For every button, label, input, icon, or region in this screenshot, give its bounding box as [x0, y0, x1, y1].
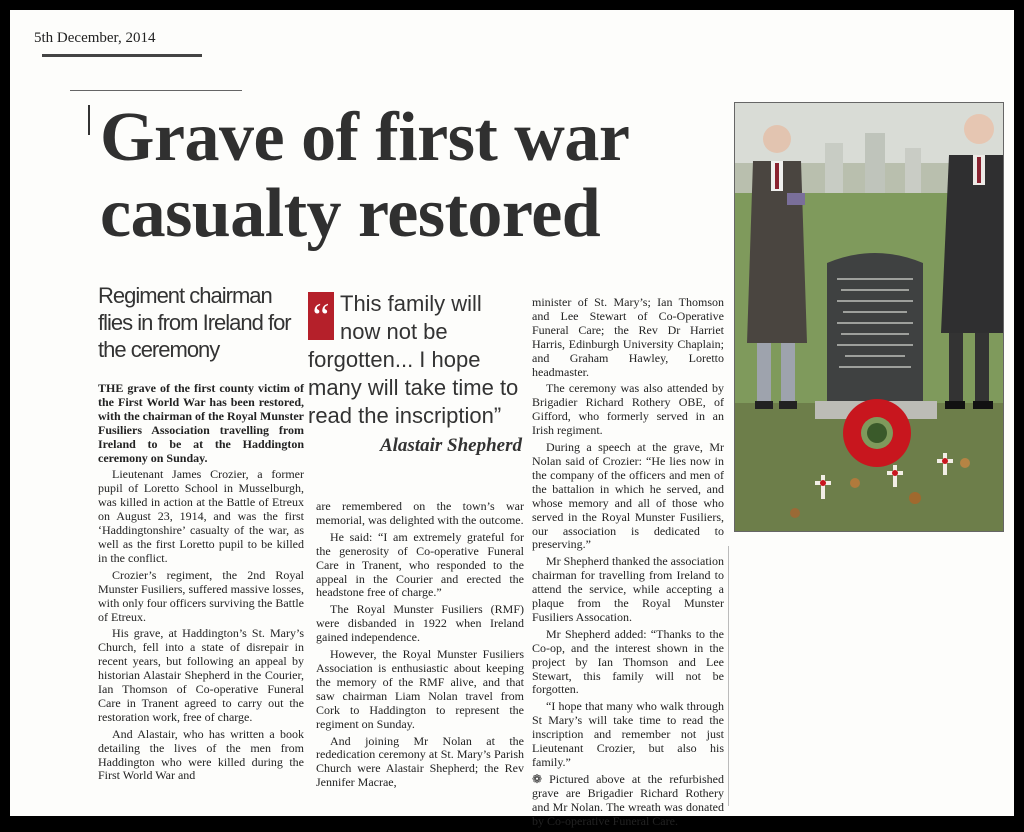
- article-paragraph: The ceremony was also attended by Brigadier Richard Rothery OBE, of Gifford, who formerly served in an Irish regiment.: [532, 381, 724, 438]
- headline-top-rule: [70, 90, 242, 91]
- article-paragraph: Mr Shepherd thanked the association chairman for travelling from Ireland to attend the service, while accepting a plaque from the Royal Munster Fusiliers Assocation.: [532, 554, 724, 624]
- subheadline: Regiment chairman flies in from Ireland for the ceremony: [98, 283, 291, 362]
- pull-quote-text: This family will now not be forgotten... I hope many will take time to read the inscription”: [308, 291, 519, 428]
- article-column-2: [316, 500, 524, 793]
- article-column-3: [532, 296, 724, 832]
- article-paragraph: His grave, at Haddington’s St. Mary’s Church, fell into a state of disrepair in recent years, but following an appeal by historian Alastair Shepherd in the Courier, Ian Thomson of Co-operative Funeral Care in Tranent agreed to carry out the restoration work, free of charge.: [98, 626, 304, 724]
- poppy-wreath-icon: [843, 399, 911, 467]
- article-paragraph: Mr Shepherd added: “Thanks to the Co-op, and the interest shown in the project by Ian Thomson and Lee Stewart, this family will not be forgotten.: [532, 626, 724, 697]
- photo-caption: ❁ Pictured above at the refurbished grave are Brigadier Richard Rothery and Mr Nolan. The wreath was donated by Co-operative Funeral Care.: [532, 771, 724, 828]
- article-paragraph: “I hope that many who walk through St Mary’s will take time to read the inscription and remember not just Lieutenant Crozier, but also his family.”: [532, 699, 724, 769]
- headstone: [815, 253, 937, 419]
- headline-line-1: Grave of first war: [100, 99, 630, 176]
- quote-mark-icon: “: [308, 292, 334, 340]
- headline-line-2: casualty restored: [100, 175, 601, 252]
- article-paragraph: minister of St. Mary’s; Ian Thomson and Lee Stewart of Co-Operative Funeral Care; the Rev Dr Harriet Harris, Edinburgh University Chaplain; and Graham Hawley, Loretto headmaster.: [532, 295, 724, 379]
- newspaper-clipping: [10, 10, 1014, 828]
- article-paragraph: are remembered on the town’s war memorial, was delighted with the outcome.: [316, 499, 524, 527]
- pull-quote-author: Alastair Shepherd: [379, 435, 522, 456]
- article-paragraph: And joining Mr Nolan at the rededication ceremony at St. Mary’s Parish Church were Alastair Shepherd; the Rev Jennifer Macrae,: [316, 733, 524, 790]
- article-paragraph: He said: “I am extremely grateful for the generosity of Co-operative Funeral Care in Tranent, who responded to the appeal in the Courier and erected the headstone free of charge.”: [316, 529, 524, 600]
- article-column-1: [98, 382, 304, 786]
- publication-date: 5th December, 2014: [34, 30, 156, 46]
- article-paragraph: However, the Royal Munster Fusiliers Association is enthusiastic about keeping the memory of the RMF alive, and that saw chairman Liam Nolan travel from Cork to Haddington to represent the regiment on Sunday.: [316, 647, 524, 731]
- article-paragraph: Crozier’s regiment, the 2nd Royal Munster Fusiliers, suffered massive losses, with only four officers surviving the Battle of Etreux.: [98, 567, 304, 624]
- grave-photo-illustration: [735, 103, 1003, 531]
- article-lead: THE grave of the first county victim of the First World War has been restored, with the chairman of the Royal Munster Fusiliers Association travelling from Ireland to be at the Haddington ceremony on Sunday.: [98, 381, 304, 465]
- article-paragraph: And Alastair, who has written a book detailing the lives of the men from Haddington who were killed during the First World War and: [98, 726, 304, 783]
- headline: [100, 100, 740, 252]
- date-underline: [42, 54, 202, 57]
- headline-marker: [88, 105, 90, 135]
- article-paragraph: Lieutenant James Crozier, a former pupil of Loretto School in Musselburgh, was killed in action at the Battle of Etreux on August 23, 1914, and was the first ‘Haddingtonshire’ casualty of the war, as well as the first Loretto pupil to be killed in the conflict.: [98, 467, 304, 565]
- pull-quote: [308, 290, 528, 460]
- article-paragraph: During a speech at the grave, Mr Nolan said of Crozier: “He lies now in the company of the officers and men of the battalion in which he served, and whose memory and all of those who served in the Royal Munster Fusiliers, our association is dedicated to preserving.”: [532, 440, 724, 552]
- grave-photo: [734, 102, 1004, 532]
- column-divider: [728, 546, 729, 806]
- article-paragraph: The Royal Munster Fusiliers (RMF) were disbanded in 1922 when Ireland gained independence.: [316, 602, 524, 645]
